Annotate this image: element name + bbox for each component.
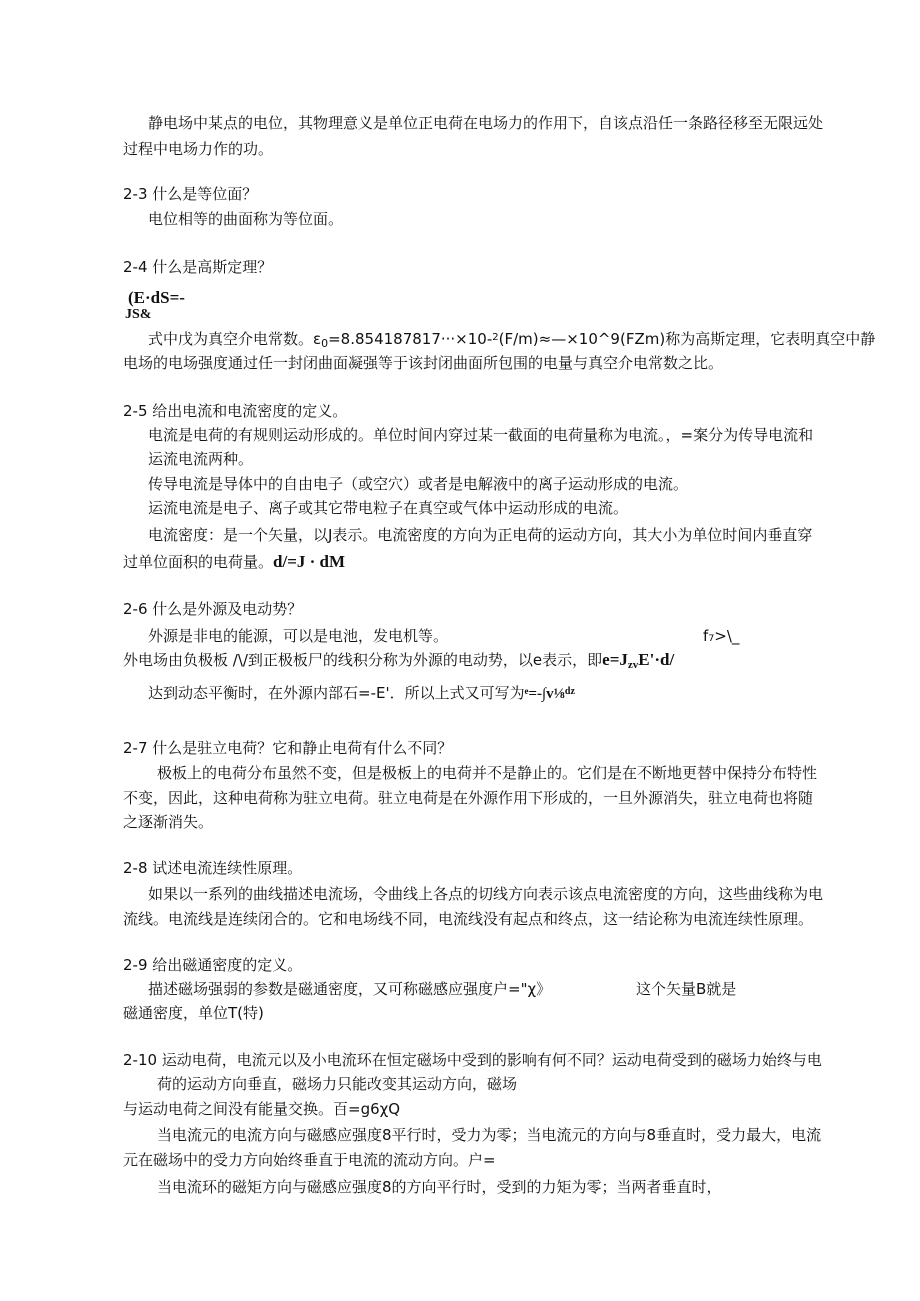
q26-line-1-right: f₇>\_ — [703, 627, 740, 645]
q27-line-1: 极板上的电荷分布虽然不变，但是极板上的电荷并不是静止的。它们是在不断地更替中保持分布特性 — [157, 764, 818, 782]
intro-line-2: 过程中电场力作的功。 — [123, 140, 274, 158]
q23-title: 2-3 什么是等位面？ — [123, 185, 258, 203]
q25-line-1: 电流是电荷的有规则运动形成的。单位时间内穿过某一截面的电荷量称为电流。，=案分为传导电流和 — [148, 426, 814, 444]
q26-line-2: 外电场由负极板 /\/到正极板尸的线积分称为外源的电动势，以e表示，即$e=J_{zv}E'\cdot d/$ — [123, 650, 675, 671]
q24-gauss-formula-bottom: JS& — [125, 307, 152, 322]
q26-emf-formula-2: ᵉ=-∫v⅛$^{dz}$ — [524, 686, 575, 702]
q25-line-3: 传导电流是导体中的自由电子（或空穴）或者是电解液中的离子运动形成的电流。 — [148, 475, 689, 493]
intro-line-1: 静电场中某点的电位，其物理意义是单位正电荷在电场力的作用下，自该点沿任一条路径移至无限远处 — [148, 114, 824, 132]
q26-line-3: 达到动态平衡时，在外源内部石=-E'．所以上式又可写为ᵉ=-∫v⅛$^{dz}$ — [148, 684, 575, 702]
q28-line-2: 流线。电流线是连续闭合的。它和电场线不同，电流线没有起点和终点，这一结论称为电流连续性原理。 — [123, 910, 814, 928]
q210-line-4: 当电流元的电流方向与磁感应强度8平行时，受力为零；当电流元的方向与8垂直时，受力最大，电流 — [157, 1126, 822, 1144]
q27-line-2: 不变，因此，这种电荷称为驻立电荷。驻立电荷是在外源作用下形成的，一旦外源消失，驻立电荷也将随 — [123, 789, 814, 807]
q25-line-2: 运流电流两种。 — [148, 450, 254, 468]
q23-answer: 电位相等的曲面称为等位面。 — [148, 210, 344, 228]
q27-line-3: 之逐渐消失。 — [123, 813, 214, 831]
q24-line-1: 式中戊为真空介电常数。$\varepsilon_0=8.854187817\cdot\cdot\cdot\times 10-^2(F/m)\approx—\times 10\^{}9(FZm)$称为高斯定理，它表明真空中静 — [148, 330, 876, 350]
q26-line-1: 外源是非电的能源，可以是电池，发电机等。 — [148, 627, 449, 645]
q25-line-5: 电流密度：是一个矢量，以J表示。电流密度的方向为正电荷的运动方向，其大小为单位时间内垂直穿 — [148, 526, 813, 544]
q25-line-6: 过单位面积的电荷量。d/=J · dM — [123, 552, 346, 571]
q210-line-5: 元在磁场中的受力方向始终垂直于电流的流动方向。户= — [123, 1151, 496, 1169]
q210-line-6: 当电流环的磁矩方向与磁感应强度8的方向平行时，受到的力矩为零；当两者垂直时， — [157, 1178, 722, 1196]
q25-current-formula: d/=J · dM — [273, 552, 346, 571]
q24-title: 2-4 什么是高斯定理？ — [123, 258, 273, 276]
q210-line-2: 荷的运动方向垂直，磁场力只能改变其运动方向，磁场 — [157, 1075, 518, 1093]
q29-title: 2-9 给出磁通密度的定义。 — [123, 956, 303, 974]
q24-line-2: 电场的电场强度通过任一封闭曲面凝强等于该封闭曲面所包围的电量与真空介电常数之比。 — [123, 354, 724, 372]
q28-line-1: 如果以一系列的曲线描述电流场，令曲线上各点的切线方向表示该点电流密度的方向，这些曲线称为电 — [148, 885, 824, 903]
q24-gauss-formula-top: (E·dS=- — [128, 288, 185, 307]
q28-title: 2-8 试述电流连续性原理。 — [123, 859, 303, 877]
q27-title: 2-7 什么是驻立电荷？它和静止电荷有什么不同？ — [123, 739, 453, 757]
q210-line-3: 与运动电荷之间没有能量交换。百=g6χQ — [123, 1100, 401, 1118]
q29-line-1: 描述磁场强弱的参数是磁通密度，又可称磁感应强度户="χ》 — [148, 980, 552, 998]
q25-title: 2-5 给出电流和电流密度的定义。 — [123, 402, 348, 420]
q26-title: 2-6 什么是外源及电动势？ — [123, 600, 303, 618]
q29-line-1-right: 这个矢量B就是 — [636, 980, 737, 998]
q210-line-1: 2-10 运动电荷，电流元以及小电流环在恒定磁场中受到的影响有何不同？运动电荷受到的磁场力始终与电 — [123, 1051, 822, 1069]
q25-line-4: 运流电流是电子、离子或其它带电粒子在真空或气体中运动形成的电流。 — [148, 499, 629, 517]
q29-line-2: 磁通密度，单位T(特) — [123, 1004, 264, 1022]
q26-emf-formula: $e=J_{zv}E'\cdot d/$ — [602, 650, 675, 671]
